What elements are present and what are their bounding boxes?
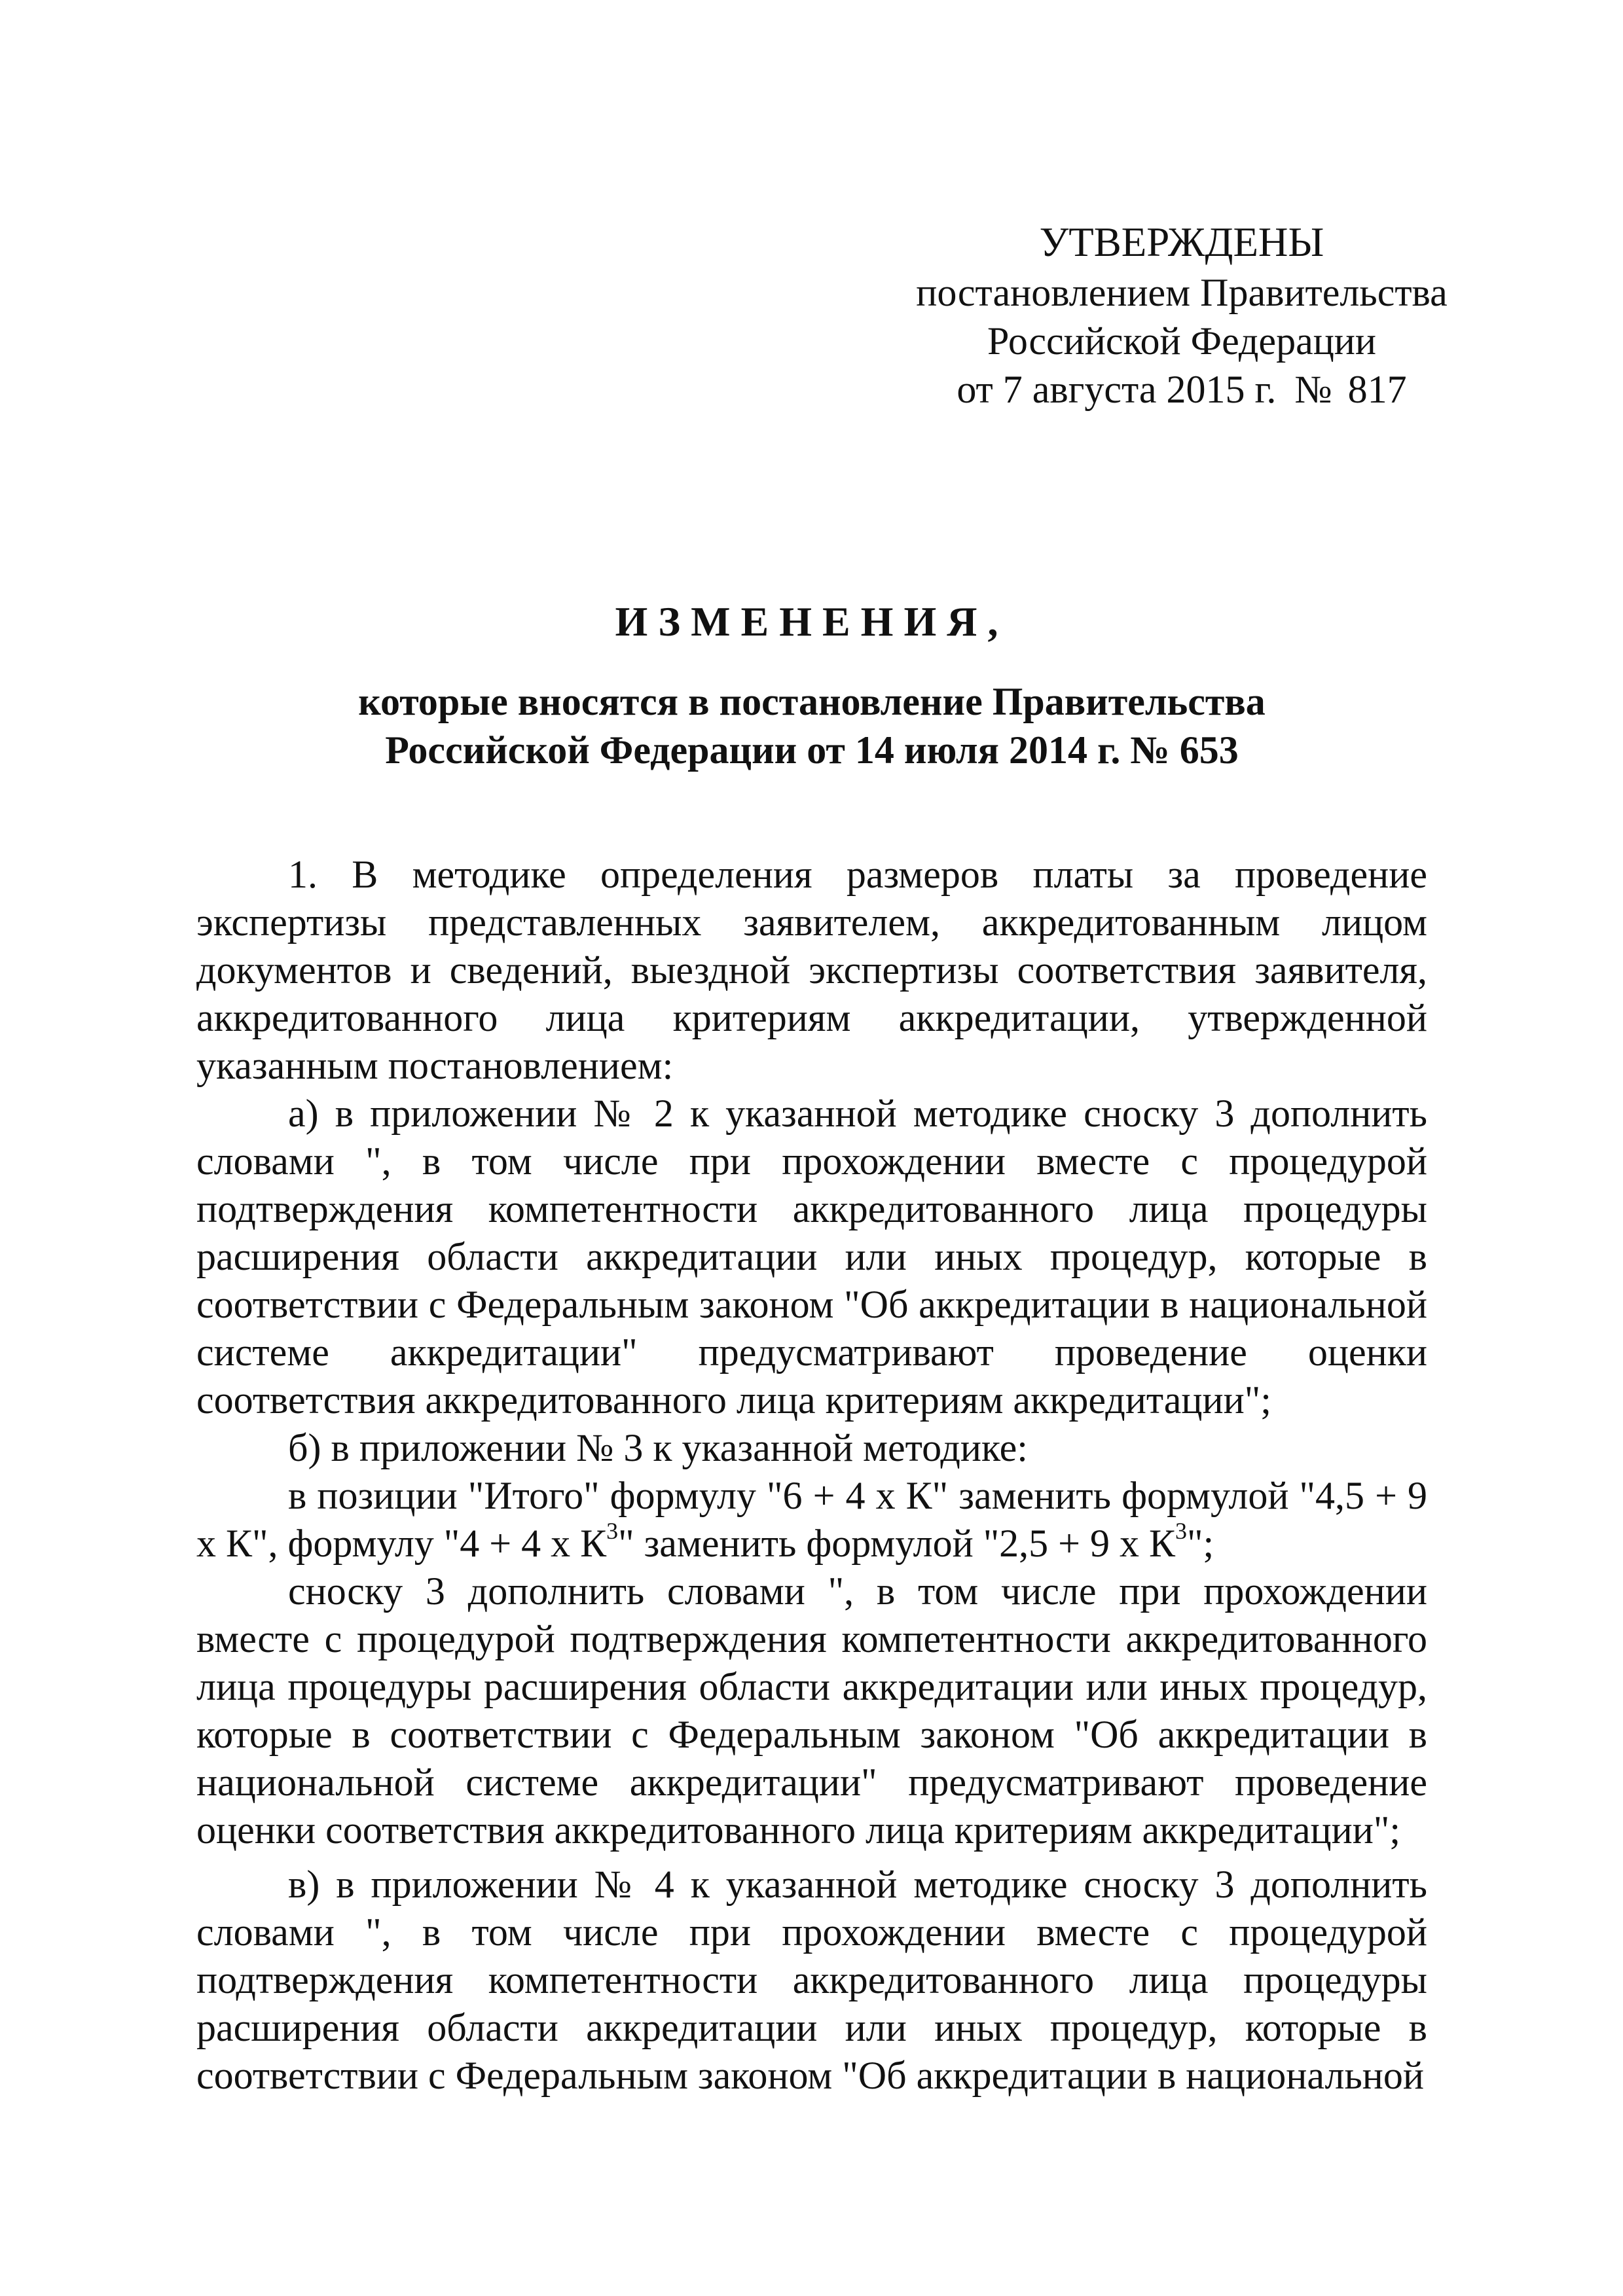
- formula-superscript-1: 3: [606, 1518, 619, 1544]
- heading-subtitle-line-2: Российской Федерации от 14 июля 2014 г. № 653: [385, 728, 1239, 772]
- paragraph-v: в) в приложении № 4 к указанной методике сноску 3 дополнить словами ", в том числе при прохождении вместе с процедурой подтверждения компетентности аккредитованного лица процедуры расширения области аккредитации или иных процедур, которые в соответствии с Федеральным законом "Об аккредитации в национальной: [196, 1863, 1427, 2097]
- paragraph-a: а) в приложении № 2 к указанной методике сноску 3 дополнить словами ", в том числе при прохождении вместе с процедурой подтверждения компетентности аккредитованного лица процедуры расширения области аккредитации или иных процедур, которые в соответствии с Федеральным законом "Об аккредитации в национальной системе аккредитации" предусматривают проведение оценки соответствия аккредитованного лица критериям аккредитации";: [196, 1092, 1427, 1422]
- approval-stamp-block: [887, 216, 1476, 414]
- heading-title: ИЗМЕНЕНИЯ,: [615, 598, 1009, 645]
- formula-superscript-2: 3: [1175, 1518, 1188, 1544]
- paragraph-b-formula: [196, 1472, 1427, 1568]
- document-heading: [196, 592, 1427, 774]
- approval-line-2: Российской Федерации: [987, 319, 1377, 363]
- approval-number-sign: №: [1294, 368, 1332, 411]
- paragraph-1: 1. В методике определения размеров платы за проведение экспертизы представленных заявителем, аккредитованным лицом документов и сведений, выездной экспертизы соответствия заявителя, аккредитованного лица критериям аккредитации, утвержденной указанным постановлением:: [196, 853, 1427, 1087]
- heading-subtitle-line-1: которые вносятся в постановление Правительства: [358, 680, 1266, 723]
- document-body: [196, 851, 1427, 2100]
- approval-date: от 7 августа 2015 г.: [957, 368, 1277, 411]
- formula-text-1: в позиции "Итого" формулу "6 + 4 х К" заменить формулой "4,5 + 9 х К", формулу "4 + 4 х К: [196, 1474, 1427, 1565]
- approval-line-1: постановлением Правительства: [916, 271, 1448, 314]
- paragraph-b: б) в приложении № 3 к указанной методике:: [288, 1426, 1028, 1469]
- approval-title: УТВЕРЖДЕНЫ: [1039, 219, 1324, 265]
- paragraph-b-footnote: сноску 3 дополнить словами ", в том числе при прохождении вместе с процедурой подтверждения компетентности аккредитованного лица процедуры расширения области аккредитации или иных процедур, которые в соответствии с Федеральным законом "Об аккредитации в национальной системе аккредитации" предусматривают проведение оценки соответствия аккредитованного лица критериям аккредитации";: [196, 1570, 1427, 1852]
- formula-text-3: ";: [1187, 1522, 1214, 1565]
- formula-text-2: " заменить формулой "2,5 + 9 х К: [618, 1522, 1176, 1565]
- approval-number: 817: [1347, 368, 1407, 411]
- approval-date-line: [887, 365, 1476, 414]
